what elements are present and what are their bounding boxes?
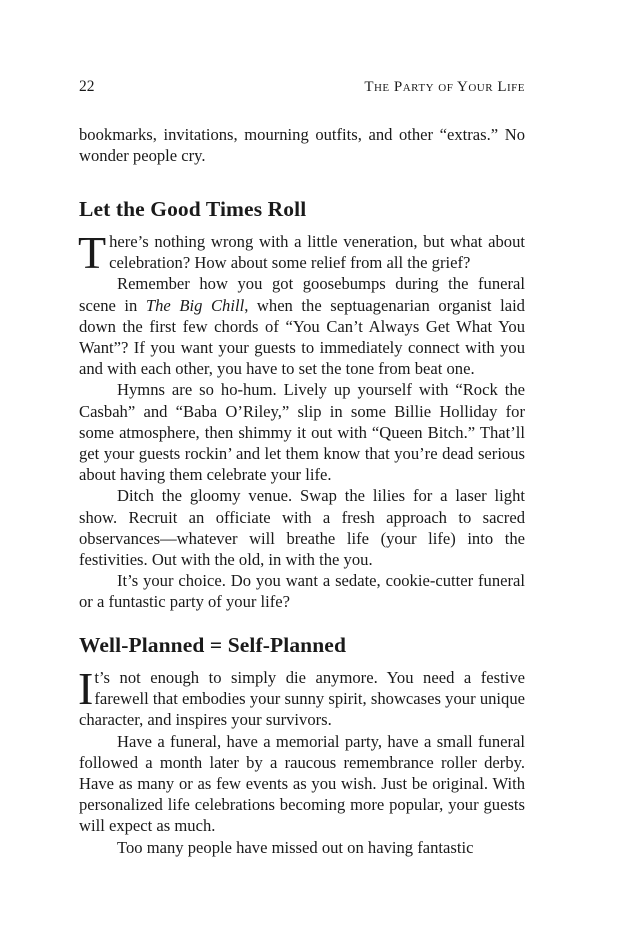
page-number: 22 [79,78,95,95]
paragraph-text: bookmarks, invitations, mourning outfits, and other “extras.” No wonder people cry. [79,125,525,166]
film-title: The Big Chill [145,295,245,315]
book-page [79,0,525,945]
paragraph-big-chill [79,273,525,379]
paragraph-choice: It’s your choice. Do you want a sedate, cookie-cutter funeral or a funtastic party of your life? [79,571,525,612]
section-body-good-times [78,227,525,613]
section-heading-good-times: Let the Good Times Roll [79,197,307,221]
paragraph-missed-out: Too many people have missed out on having fantastic [117,837,474,857]
paragraph-venue: Ditch the gloomy venue. Swap the lilies for a laser light show. Recruit an officiate with a fresh approach to sacred observances—whatever will breathe life (your life) into the festivities. Out with the old, in with the you. [79,486,525,570]
section-body-well-planned [78,663,525,858]
dropcap-paragraph [78,227,525,278]
paragraph-text: , when the septuagenarian organist laid down the first few chords of “You Can’t Always Get What You Want”? If you want your guests to immediately connect with you and with each other, you have to set the tone from beat one. [79,295,525,379]
paragraph-text: t’s not enough to simply die anymore. You need a festive farewell that embodies your sunny spirit, showcases your unique character, and inspires your survivors. [79,668,525,730]
paragraph-text: here’s nothing wrong with a little veneration, but what about celebration? How about some relief from all the grief? [109,232,525,273]
drop-cap-letter: T [78,227,107,278]
paragraph-funeral-options: Have a funeral, have a memorial party, have a small funeral followed a month later by a raucous remembrance roller derby. Have as many or as few events as you wish. Just be original. With personalized life celebrations becoming more popular, your guests will expect as much. [79,731,525,836]
section-heading-well-planned: Well-Planned = Self-Planned [79,633,346,657]
drop-cap-letter: I [78,663,94,714]
paragraph-text: Remember how you got goosebumps during the funeral scene in [79,274,525,315]
book-title: The Party of Your Life [364,79,525,95]
continuation-paragraph [79,124,525,166]
dropcap-paragraph [78,663,525,731]
paragraph-hymns: Hymns are so ho-hum. Lively up yourself with “Rock the Casbah” and “Baba O’Riley,” slip in some Billie Holliday for some atmosphere, then shimmy it out with “Queen Bitch.” That’ll get your guests rockin’ and let them know that you’re dead serious about having them celebrate your life. [79,380,525,485]
running-head [79,78,525,100]
